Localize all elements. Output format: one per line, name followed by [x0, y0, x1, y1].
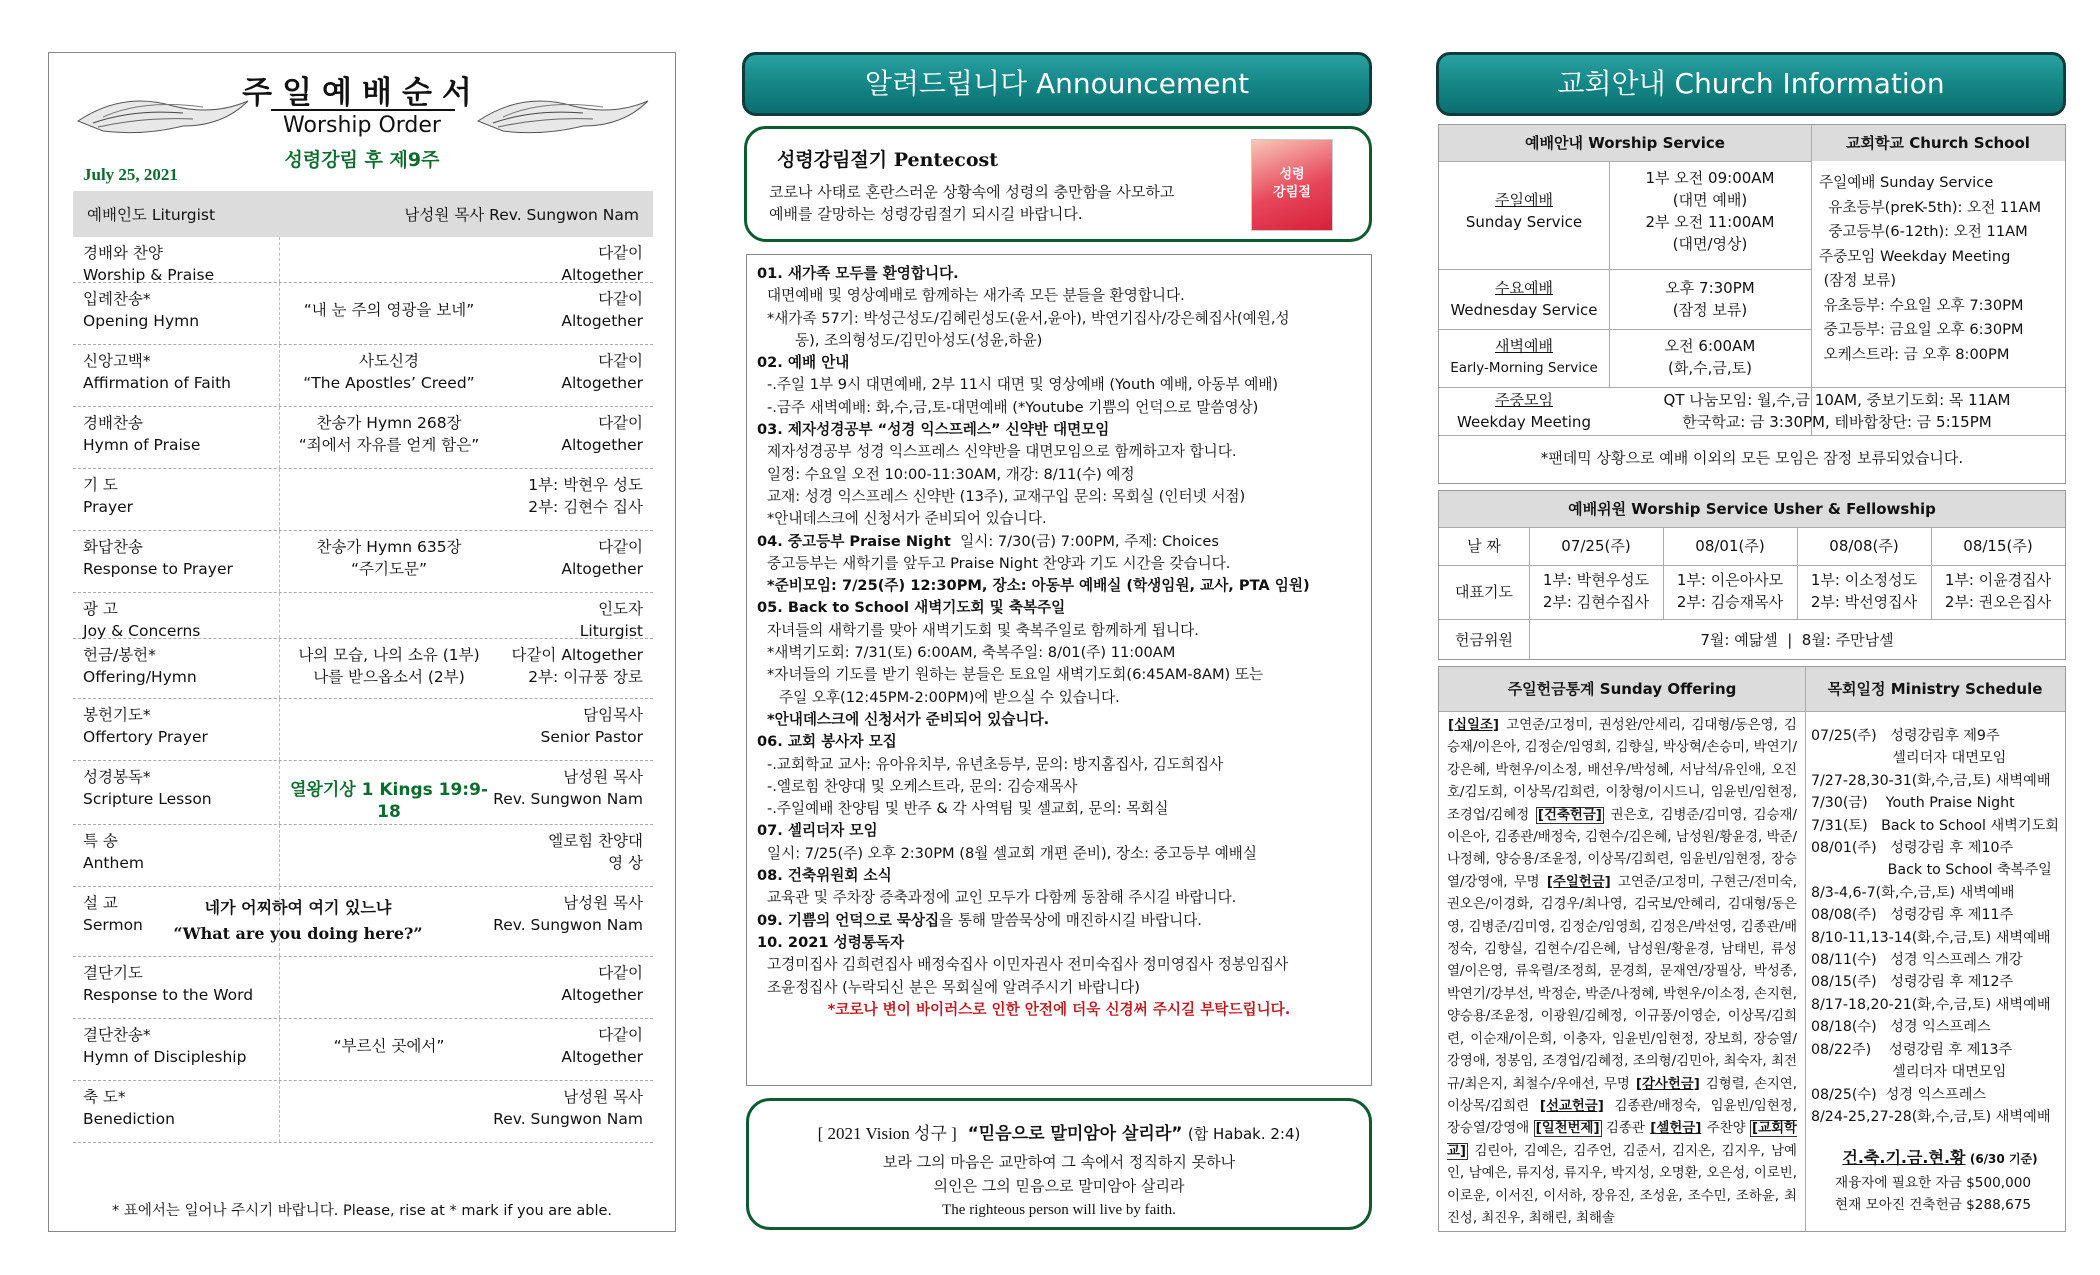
building-fund-date: (6/30 기준)	[1969, 1152, 2038, 1166]
order-leader: 남성원 목사 Rev. Sungwon Nam	[493, 894, 643, 934]
ws-row-wednesday	[1439, 277, 1609, 321]
offering-ministry-box	[1438, 666, 2066, 1232]
order-label: 특 송 Anthem	[83, 832, 144, 872]
pentecost-image	[1251, 139, 1333, 231]
announce-warning: *코로나 변이 바이러스로 인한 안전에 더욱 신경써 주시길 부탁드립니다.	[827, 1000, 1291, 1018]
announce-line: -.주일예배 찬양팀 및 반주 & 각 사역팀 및 셀교회, 문의: 목회실	[767, 800, 1169, 818]
offering-tag: [일천번제]	[1535, 1121, 1600, 1137]
offering-tag: [감사헌금]	[1635, 1076, 1700, 1092]
order-label: 봉헌기도* Offertory Prayer	[83, 706, 208, 746]
order-label: 경배와 찬양 Worship & Praise	[83, 244, 215, 284]
order-detail: 찬송가 Hymn 268장 “죄에서 자유를 얻게 함은”	[298, 414, 480, 454]
usher-offer: 7월: 예닮셀 | 8월: 주만남셀	[1700, 631, 1894, 649]
row-divider	[279, 237, 280, 282]
announce-line: *새벽기도회: 7/31(토) 6:00AM, 축복주일: 8/01(주) 11:00AM	[767, 644, 1176, 662]
order-leader: 다같이 Altogether	[561, 964, 643, 1004]
divider	[1439, 387, 2065, 388]
weekday-meetings: QT 나눔모임: 월,수,금 10AM, 중보기도회: 목 11AM 한국학교: 금 3:30PM, 테바합창단: 금 5:15PM	[1663, 391, 2011, 431]
order-detail: 사도신경 “The Apostles’ Creed”	[303, 352, 475, 392]
row-divider	[279, 593, 280, 638]
order-leader: 엘로힘 찬양대 영 상	[548, 832, 643, 872]
ministry-schedule	[1811, 725, 2061, 1128]
announce-line: -.주일 1부 9시 대면예배, 2부 11시 대면 및 영상예배 (Youth 예배, 아동부 예배)	[767, 376, 1279, 394]
announce-line: 중고등부는 새학기를 앞두고 Praise Night 찬양과 기도 시간을 갖습니다.	[767, 554, 1231, 572]
ministry-item: 08/08(주) 성령강림 후 제11주	[1811, 907, 2014, 924]
order-label: 기 도 Prayer	[83, 476, 134, 516]
ws-time: 오전 6:00AM (화,수,금,토)	[1664, 337, 1756, 377]
usher-date: 08/08(주)	[1829, 537, 1899, 555]
announce-line: -.엘로힘 찬양대 및 오케스트라, 문의: 김승재목사	[767, 777, 1078, 795]
ws-name-en: Sunday Service	[1465, 213, 1583, 231]
liturgist-label: 예배인도 Liturgist	[87, 206, 216, 224]
offering-names: 김린아, 김예은, 김주언, 김준서, 김지온, 김지우, 남예인, 남예은, 류지성, 류지우, 박지성, 오명환, 오은성, 이로빈, 이로운, 이서진, 이서하, 장유진, 조성윤, 조수민, 조하윤, 최진성, 최진우, 최해린, 최해솔	[1447, 1143, 1797, 1226]
order-label: 신앙고백* Affirmation of Faith	[83, 352, 231, 392]
row-divider	[279, 1081, 280, 1142]
announce-line: *새가족 57기: 박성근성도/김혜린성도(윤서,윤아), 박연기집사/강은혜집사(예원,성	[767, 309, 1290, 327]
order-label: 성경봉독* Scripture Lesson	[83, 768, 212, 808]
order-leader: 다같이 Altogether	[561, 244, 643, 284]
ministry-item: 8/17-18,20-21(화,수,금,토) 새벽예배	[1811, 996, 2051, 1013]
worship-service-table	[1438, 124, 2066, 484]
ministry-item: 08/11(수) 성경 익스프레스 개강	[1811, 952, 2023, 969]
order-detail: 네가 어찌하여 여기 있느냐 “What are you doing here?”	[173, 898, 423, 943]
announce-heading: 08. 건축위원회 소식	[757, 867, 892, 885]
pentecost-box	[744, 126, 1372, 242]
divider	[1439, 619, 2065, 620]
announce-heading: 07. 셀리더자 모임	[757, 822, 878, 840]
announce-heading: 06. 교회 봉사자 모집	[757, 733, 897, 751]
row-divider	[279, 825, 280, 886]
offering-header: 주일헌금통계 Sunday Offering	[1439, 667, 1805, 711]
divider	[1439, 161, 1811, 162]
pentecost-title: 성령강림절기 Pentecost	[777, 149, 998, 171]
vision-label: [ 2021 Vision 성구 ]	[817, 1124, 957, 1143]
ws-row-weekday	[1439, 389, 1609, 433]
announce-line: 주일 오후(12:45PM-2:00PM)에 받으실 수 있습니다.	[779, 688, 1120, 706]
announce-line: 제자성경공부 성경 익스프레스 신약반을 대면모임으로 함께하고자 합니다.	[767, 443, 1237, 461]
announce-heading-row	[757, 910, 1361, 932]
announce-line: 일정: 수요일 오전 10:00-11:30AM, 개강: 8/11(수) 예정	[767, 465, 1135, 483]
church-info-banner: 교회안내 Church Information	[1436, 52, 2066, 116]
announce-line: 교재: 성경 익스프레스 신약반 (13주), 교재구입 문의: 목회실 (인터넷 서점)	[767, 487, 1246, 505]
pentecost-line: 코로나 사태로 혼란스러운 상황속에 성령의 충만함을 사모하고	[769, 183, 1175, 201]
order-detail: “내 눈 주의 영광을 보네”	[303, 301, 475, 319]
vision-line: The righteous person will live by faith.	[942, 1202, 1176, 1218]
order-leader: 다같이 Altogether	[561, 352, 643, 392]
announcement-list	[746, 254, 1372, 1086]
offering-names: 김종관	[1601, 1121, 1650, 1137]
ministry-header: 목회일정 Ministry Schedule	[1805, 667, 2065, 711]
offering-tag: [주일헌금]	[1546, 874, 1611, 890]
page-subtitle: Worship Order	[283, 113, 441, 138]
order-leader: 다같이 Altogether	[561, 414, 643, 454]
announce-line: 일시: 7/25(주) 오후 2:30PM (8월 셀교회 개편 준비), 장소: 중고등부 예배실	[767, 844, 1258, 862]
ministry-item: 7/30(금) Youth Praise Night	[1811, 795, 2015, 812]
usher-rep: 1부: 이소정성도 2부: 박선영집사	[1810, 571, 1918, 611]
announce-line: 조윤정집사 (누락되신 분은 목회실에 알려주시기 바랍니다)	[767, 978, 1140, 996]
liturgical-week: 성령강림 후 제9주	[284, 149, 440, 171]
order-row	[73, 761, 653, 825]
announce-heading: 03. 제자성경공부 “성경 익스프레스” 신약반 대면모임	[757, 421, 1110, 439]
ministry-item: 08/15(주) 성령강림 후 제12주	[1811, 974, 2014, 991]
order-leader: 다같이 Altogether 2부: 이규풍 장로	[511, 646, 643, 686]
announce-line: 을 통해 말씀묵상에 매진하시길 바랍니다.	[939, 911, 1202, 929]
order-detail: 나의 모습, 나의 소유 (1부) 나를 받으옵소서 (2부)	[298, 646, 480, 686]
announce-heading-row	[757, 531, 1361, 553]
school-header: 교회학교 Church School	[1811, 125, 2065, 161]
order-leader: 남성원 목사 Rev. Sungwon Nam	[493, 768, 643, 808]
order-label: 축 도* Benediction	[83, 1088, 175, 1128]
liturgist-name: 남성원 목사 Rev. Sungwon Nam	[404, 206, 639, 224]
divider	[1439, 527, 2065, 528]
offering-tag: [셀헌금]	[1650, 1121, 1702, 1137]
order-label: 화답찬송 Response to Prayer	[83, 538, 233, 578]
order-label: 입례찬송* Opening Hymn	[83, 290, 200, 330]
offering-tag: [교회학교]	[1447, 1121, 1797, 1159]
order-detail: 찬송가 Hymn 635장 “주기도문”	[316, 538, 462, 578]
order-detail: “부르신 곳에서”	[333, 1037, 445, 1055]
divider	[1805, 667, 1806, 1231]
order-label: 경배찬송 Hymn of Praise	[83, 414, 201, 454]
ws-name-ko: 수요예배	[1495, 279, 1553, 297]
ministry-item: 08/18(수) 성경 익스프레스	[1811, 1019, 1991, 1036]
rise-footnote: * 표에서는 일어나 주시기 바랍니다. Please, rise at * mark if you are able.	[111, 1203, 613, 1219]
ministry-item: 08/25(수) 성경 익스프레스	[1811, 1086, 1987, 1103]
ws-header: 예배안내 Worship Service	[1439, 125, 1811, 161]
order-label: 설 교 Sermon	[83, 894, 143, 934]
ws-name-en: Early-Morning Service	[1450, 360, 1598, 376]
ws-name-en: Wednesday Service	[1450, 301, 1598, 319]
announce-line: *준비모임: 7/25(주) 12:30PM, 장소: 아동부 예배실 (학생임원, 교사, PTA 임원)	[767, 577, 1310, 595]
offering-names: 고연준/고정미, 구현근/전미숙, 권오은/이경화, 김경우/최나영, 김국보/안혜리, 김대형/동은영, 김병준/김미영, 김정순/임영희, 김정은/박선영, 김종관/배정숙, 김향실, 김현수/김은혜, 남성원/황윤경, 남태빈, 류성열/이은영, 류욱렬/조정희, 문경희, 문재연/장필상, 박성종, 박연기/강부선, 박정순, 박준/나정혜, 박현우/이소정, 손지현, 양승용/조윤정, 이광원/김혜정, 이규풍/이영순, 이상목/김희련, 이순재/이은희, 이충자, 임윤빈/임현정, 장보희, 장승열/강영애, 정봉임, 조경업/김혜정, 조의형/김민아, 최숙자, 최전규/최은지, 최철수/우애선, 무명	[1447, 874, 1797, 1092]
ministry-item: 8/10-11,13-14(화,수,금,토) 새벽예배	[1811, 929, 2051, 946]
ws-row-dawn	[1439, 335, 1609, 379]
usher-table	[1438, 490, 2066, 660]
announce-line: 교육관 및 주차장 증축과정에 교인 모두가 다함께 동참해 주시길 바랍니다.	[767, 889, 1237, 907]
ministry-item: 7/27-28,30-31(화,수,금,토) 새벽예배	[1811, 772, 2051, 789]
order-row	[73, 407, 653, 469]
order-leader: 인도자 Liturgist	[579, 600, 643, 640]
announce-heading: 04. 중고등부 Praise Night	[757, 532, 951, 550]
order-leader: 다같이 Altogether	[561, 1026, 643, 1066]
announce-heading: 02. 예배 안내	[757, 354, 850, 372]
vision-line: 의인은 그의 믿음으로 말미암아 살리라	[933, 1177, 1185, 1195]
service-date: July 25, 2021	[83, 165, 178, 184]
vision-line: 보라 그의 마음은 교만하여 그 속에서 정직하지 못하나	[882, 1153, 1236, 1171]
usher-rep: 1부: 박현우성도 2부: 김현수집사	[1542, 571, 1650, 611]
order-row	[73, 593, 653, 639]
announce-line: -.금주 새벽예배: 화,수,금,토-대면예배 (*Youtube 기쁨의 언덕으로 말씀영상)	[767, 398, 1259, 416]
ws-name-en: Weekday Meeting	[1457, 413, 1591, 431]
announce-line: *안내데스크에 신청서가 준비되어 있습니다.	[767, 510, 1047, 528]
order-row	[73, 1019, 653, 1081]
pentecost-body	[769, 181, 1174, 225]
order-leader: 다같이 Altogether	[561, 538, 643, 578]
building-fund-box	[1823, 1147, 2057, 1216]
usher-rep-label: 대표기도	[1455, 583, 1513, 601]
vision-quote: “믿음으로 말미암아 살리라”	[967, 1124, 1183, 1144]
offering-tag: [건축헌금]	[1537, 807, 1602, 823]
divider	[1439, 565, 2065, 566]
announce-heading: 10. 2021 성령통독자	[757, 933, 905, 951]
pandemic-note: *팬데믹 상황으로 예배 이외의 모든 모임은 잠정 보류되었습니다.	[1540, 449, 1964, 467]
order-row	[73, 531, 653, 593]
divider	[1439, 435, 2065, 436]
order-label: 광 고 Joy & Concerns	[83, 600, 201, 640]
usher-date: 08/01(주)	[1695, 537, 1765, 555]
page-title: 주일예배순서	[242, 75, 482, 111]
vision-body	[749, 1150, 1369, 1222]
worship-order-panel	[48, 52, 676, 1232]
usher-rep: 1부: 이윤경집사 2부: 권오은집사	[1944, 571, 2052, 611]
church-school-info: 주일예배 Sunday Service 유초등부(preK-5th): 오전 11AM 중고등부(6-12th): 오전 11AM 주중모임 Weekday Meeting (잠정 보류) 유초등부: 수요일 오후 7:30PM 중고등부: 금요일 오후 6:30PM 오케스트라: 금 오후 8:00PM	[1819, 174, 2042, 363]
usher-date: 08/15(주)	[1963, 537, 2033, 555]
divider	[1439, 269, 1811, 270]
order-leader: 다같이 Altogether	[561, 290, 643, 330]
pentecost-image-text: 성령 강림절	[1273, 167, 1311, 200]
vision-box	[746, 1098, 1372, 1230]
announce-line: 고경미집사 김희련집사 배정숙집사 이민자권사 전미숙집사 정미영집사 정봉임집사	[767, 956, 1289, 974]
order-row	[73, 639, 653, 699]
announcement-banner: 알려드립니다 Announcement	[742, 52, 1372, 116]
ministry-item: 08/01(주) 성령강림 후 제10주	[1811, 840, 2014, 857]
order-row	[73, 237, 653, 283]
ministry-item: 7/31(토) Back to School 새벽기도회	[1811, 817, 2060, 834]
pentecost-line: 예배를 갈망하는 성령강림절기 되시길 바랍니다.	[769, 205, 1083, 223]
order-leader: 1부: 박현우 성도 2부: 김현수 집사	[528, 476, 643, 516]
ministry-item: 08/22주) 성령강림 후 제13주	[1811, 1041, 2013, 1058]
ministry-item: 8/3-4,6-7(화,수,금,토) 새벽예배	[1811, 884, 2015, 901]
announce-heading: 05. Back to School 새벽기도회 및 축복주일	[757, 599, 1066, 617]
ws-name-ko: 새벽예배	[1495, 337, 1553, 355]
offering-names: 김형렬, 손지연, 이상목/김희련	[1447, 1076, 1798, 1114]
order-detail: 열왕기상 1 Kings 19:9-18	[289, 780, 488, 822]
divider	[1439, 329, 1811, 330]
announce-line: 대면예배 및 영상예배로 함께하는 새가족 모든 분들을 환영합니다.	[767, 287, 1185, 305]
order-label: 헌금/봉헌* Offering/Hymn	[83, 646, 197, 686]
ws-name-ko: 주일예배	[1495, 191, 1553, 209]
building-fund-line: 재융자에 필요한 자금 $500,000	[1835, 1175, 2032, 1191]
announce-line: 일시: 7/30(금) 7:00PM, 주제: Choices	[950, 532, 1219, 550]
ws-time: 1부 오전 09:00AM (대면 예배) 2부 오전 11:00AM (대면/영상)	[1645, 169, 1775, 253]
usher-header: 예배위원 Worship Service Usher & Fellowship	[1439, 491, 2065, 527]
offering-list	[1447, 715, 1797, 1230]
order-row	[73, 283, 653, 345]
building-fund-line: 현재 모아진 건축헌금 $288,675	[1835, 1197, 2032, 1213]
offering-tag: [선교헌금]	[1539, 1098, 1604, 1114]
order-leader: 담임목사 Senior Pastor	[540, 706, 643, 746]
order-row	[73, 1081, 653, 1143]
row-divider	[279, 957, 280, 1018]
announce-heading: 09. 기쁨의 언덕으로 묵상집	[757, 911, 940, 929]
title-underline	[271, 109, 455, 111]
vision-title-row	[749, 1119, 1369, 1144]
announce-line: 자녀들의 새학기를 맞아 새벽기도회 및 축복주일로 함께하게 됩니다.	[767, 621, 1199, 639]
ws-row-sunday	[1439, 189, 1609, 233]
ministry-item: 셀리더자 대면모임	[1811, 1064, 2007, 1081]
vision-ref: (합 Habak. 2:4)	[1187, 1125, 1301, 1143]
offering-names: 김종관/배정숙, 임윤빈/임현정, 장승열/강영애	[1447, 1098, 1797, 1137]
usher-date: 07/25(주)	[1561, 537, 1631, 555]
order-leader: 남성원 목사 Rev. Sungwon Nam	[493, 1088, 643, 1128]
row-divider	[279, 699, 280, 760]
order-label: 결단기도 Response to the Word	[83, 964, 254, 1004]
ws-name-ko: 주중모임	[1495, 391, 1553, 409]
announce-line: *안내데스크에 신청서가 준비되어 있습니다.	[767, 710, 1050, 728]
order-row	[73, 469, 653, 531]
announce-line: 동), 조의형성도/김민아성도(성윤,하윤)	[795, 331, 1043, 349]
offering-names: 고연준/고정미, 권성완/안세리, 김대형/동은영, 김승재/이은아, 김정순/임영희, 김향실, 박상혁/손승미, 박연기/강은혜, 박현우/이소정, 배선우/박성혜, 서남석/유인애, 오진호/김도희, 이상목/김희련, 이창형/이시드니, 임윤빈/임현정, 조경업/김혜정	[1447, 718, 1797, 823]
building-fund-title: 건.축.기.금.현.황	[1842, 1148, 1966, 1167]
ministry-item: 07/25(주) 성령강림후 제9주	[1811, 728, 2000, 744]
announce-line: -.교회학교 교사: 유아유치부, 유년초등부, 문의: 방지홈집사, 김도희집사	[767, 755, 1224, 773]
ministry-item: 셀리더자 대면모임	[1811, 750, 2007, 767]
order-row	[73, 345, 653, 407]
row-divider	[279, 469, 280, 530]
usher-offer-label: 헌금위원	[1455, 631, 1513, 649]
divider	[1439, 711, 2065, 712]
ministry-item: 8/24-25,27-28(화,수,금,토) 새벽예배	[1811, 1108, 2051, 1125]
order-label: 결단찬송* Hymn of Discipleship	[83, 1026, 247, 1066]
announce-line: *자녀들의 기도를 받기 원하는 분들은 토요일 새벽기도회(6:45AM-8AM) 또는	[767, 666, 1264, 684]
ministry-item: Back to School 축복주일	[1811, 862, 2052, 879]
usher-rep: 1부: 이은아사모 2부: 김승재목사	[1676, 571, 1784, 611]
offering-tag: [십일조]	[1448, 718, 1500, 733]
ws-time: 오후 7:30PM (잠정 보류)	[1665, 279, 1755, 319]
offering-names: 주찬양	[1702, 1121, 1751, 1137]
offering-names: 권은호, 김병준/김미영, 김승재/이은아, 김종관/배정숙, 김현수/김은혜, 남성원/황윤경, 박준/나정혜, 양승용/조윤정, 이상목/김희련, 임윤빈/임현정, 장승열/강영애, 무명	[1447, 807, 1797, 890]
usher-date-label: 날 짜	[1467, 537, 1501, 555]
announce-heading: 01. 새가족 모두를 환영합니다.	[757, 265, 959, 282]
order-row	[73, 825, 653, 887]
order-row	[73, 699, 653, 761]
order-list	[73, 237, 653, 1143]
order-row	[73, 887, 653, 957]
liturgist-bar	[73, 191, 653, 237]
order-row	[73, 957, 653, 1019]
building-fund-title-row	[1823, 1147, 2057, 1170]
